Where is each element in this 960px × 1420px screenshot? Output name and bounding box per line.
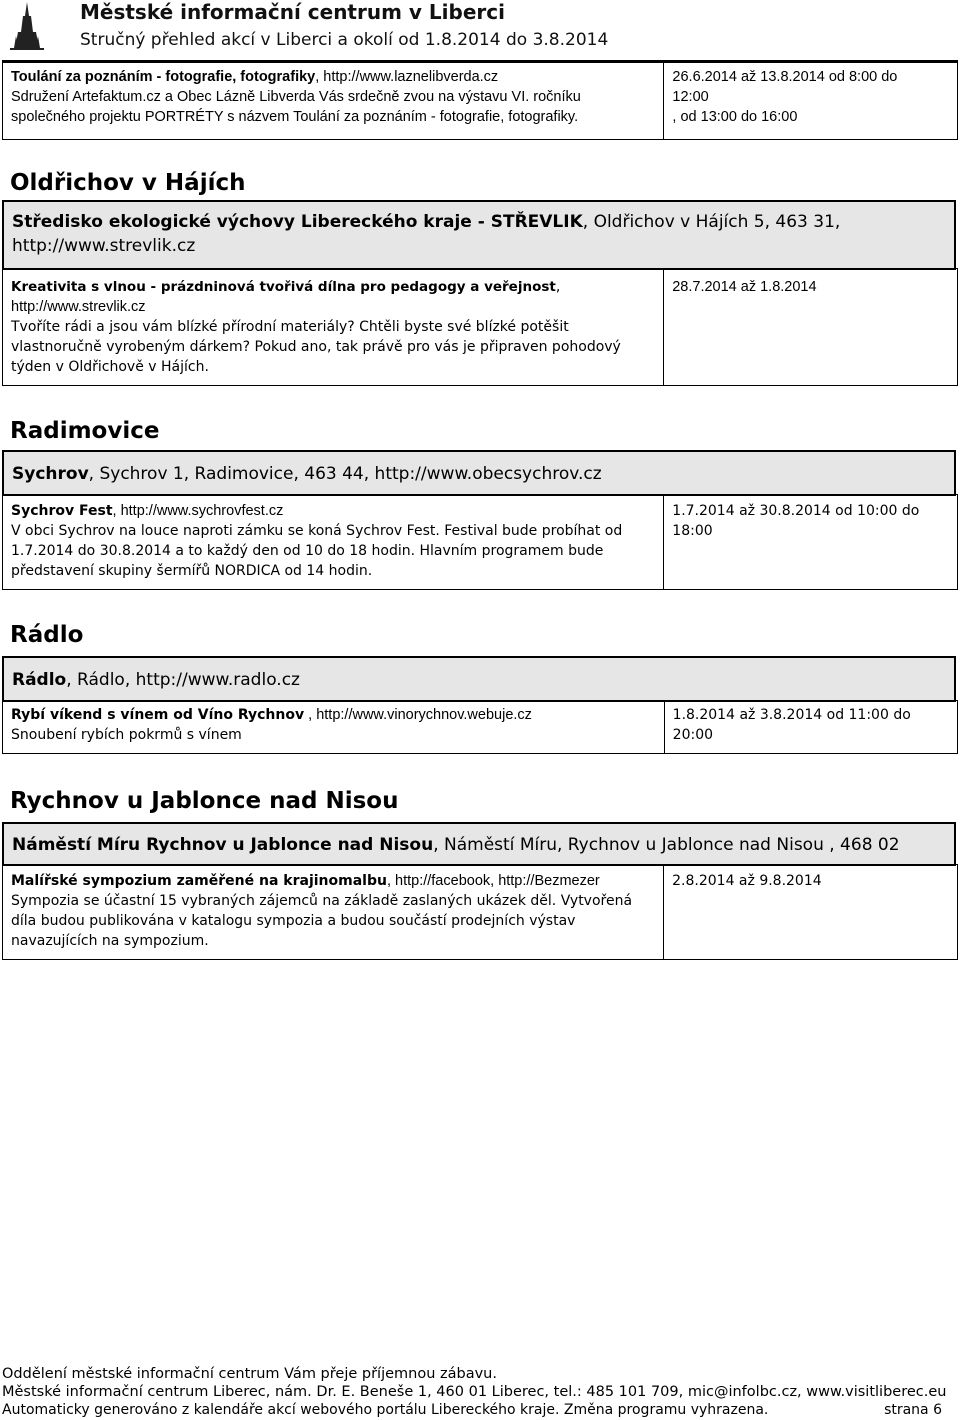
footer-greeting: Oddělení městské informační centrum Vám přeje příjemnou zábavu. [2,1366,497,1382]
event-description-cell [3,63,664,140]
event-description-line: navazujících na sympozium. [11,933,209,949]
event-description-line: týden v Oldřichově v Hájích. [11,359,209,375]
venue-name: Sychrov [12,464,89,484]
venue-name: Rádlo [12,670,67,690]
event-title: Malířské sympozium zaměřené na krajinomalbu [11,873,387,889]
event-row [3,865,958,960]
event-table [2,494,958,590]
event-description-line: Sympozia se účastní 15 vybraných zájemců na základě zaslaných ukázek děl. Vytvořená [11,893,633,909]
venue-address: , Rádlo, http://www.radlo.cz [66,670,300,690]
event-description-line: Tvoříte rádi a jsou vám blízké přírodní materiály? Chtěli byste své blízké potěšit [11,319,569,335]
event-url[interactable]: , http://www.laznelibverda.cz [315,69,499,85]
locality-heading: Oldřichov v Hájích [10,170,246,196]
event-table [2,268,958,386]
footer-contact: Městské informační centrum Liberec, nám. Dr. E. Beneše 1, 460 01 Liberec, tel.: 485 101 709, mic@infolbc.cz, www.visitliberec.eu [2,1384,947,1400]
page-number: strana 6 [884,1402,942,1418]
locality-heading: Rádlo [10,622,84,648]
venue-box [2,822,956,866]
event-row [3,63,958,140]
event-row [3,495,958,590]
event-row [3,701,958,754]
venue-url[interactable]: http://www.strevlik.cz [12,236,196,256]
event-description-line: V obci Sychrov na louce naproti zámku se koná Sychrov Fest. Festival bude probíhat od [11,523,623,539]
footer-disclaimer: Automaticky generováno z kalendáře akcí webového portálu Libereckého kraje. Změna programu vyhrazena. [2,1402,769,1418]
event-date-line: , od 13:00 do 16:00 [672,109,798,125]
event-date-line: 1.8.2014 až 3.8.2014 od 11:00 do [672,707,911,723]
locality-heading: Rychnov u Jablonce nad Nisou [10,788,399,814]
event-date-line: 28.7.2014 až 1.8.2014 [672,279,817,295]
event-description-line: představení skupiny šermířů NORDICA od 14 hodin. [11,563,373,579]
event-description-line: 1.7.2014 do 30.8.2014 a to každý den od 10 do 18 hodin. Hlavním programem bude [11,543,604,559]
event-date-cell [664,495,958,590]
event-description-cell [3,701,665,754]
event-description-line: Sdružení Artefaktum.cz a Obec Lázně Libverda Vás srdečně zvou na výstavu VI. ročníku [11,89,581,105]
event-title: Toulání za poznáním - fotografie, fotografiky [11,69,316,85]
event-date-line: 2.8.2014 až 9.8.2014 [672,873,822,889]
venue-box [2,200,956,270]
header-subtitle: Stručný přehled akcí v Liberci a okolí od 1.8.2014 do 3.8.2014 [80,30,609,50]
venue-address: , Náměstí Míru, Rychnov u Jablonce nad Nisou , 468 02 [433,835,900,855]
venue-box [2,656,956,702]
event-description-line: vlastnoručně vyrobeným dárkem? Pokud ano, tak právě pro vás je připraven pohodový [11,339,621,355]
event-description-cell [3,865,664,960]
event-url[interactable]: , http://www.vinorychnov.webuje.cz [304,707,532,723]
event-row [3,269,958,386]
liberec-town-hall-icon [6,2,48,50]
event-date-line: 1.7.2014 až 30.8.2014 od 10:00 do [672,503,920,519]
venue-address: , Sychrov 1, Radimovice, 463 44, http://www.obecsychrov.cz [88,464,602,484]
event-date-cell [664,63,958,140]
event-url[interactable]: http://www.strevlik.cz [11,299,146,315]
event-date-cell [664,701,957,754]
venue-name: Náměstí Míru Rychnov u Jablonce nad Nisou [12,835,434,855]
event-title-separator: , [555,279,561,295]
event-url[interactable]: , http://facebook, http://Bezmezer [386,873,600,889]
event-title: Rybí víkend s vínem od Víno Rychnov [11,707,305,723]
event-description-line: díla budou publikována v katalogu sympozia a budou součástí prodejních výstav [11,913,576,929]
event-table [2,864,958,960]
event-date-cell [664,269,958,386]
event-date-cell [664,865,958,960]
venue-box [2,450,956,496]
event-title: Kreativita s vlnou - prázdninová tvořivá dílna pro pedagogy a veřejnost [11,279,556,295]
event-date-line: 12:00 [672,89,709,105]
event-description-line: Snoubení rybích pokrmů s vínem [11,727,242,743]
event-table [2,62,958,140]
event-table [2,700,958,754]
venue-name: Středisko ekologické výchovy Libereckého kraje - STŘEVLIK [12,212,583,232]
event-title: Sychrov Fest [11,503,113,519]
header-title: Městské informační centrum v Liberci [80,0,505,24]
event-description-cell [3,495,664,590]
venue-address: , Oldřichov v Hájích 5, 463 31, [582,212,841,232]
event-description-cell [3,269,664,386]
event-date-line: 18:00 [672,523,713,539]
event-url[interactable]: , http://www.sychrovfest.cz [112,503,284,519]
locality-heading: Radimovice [10,418,160,444]
event-date-line: 20:00 [672,727,714,743]
event-description-line: společného projektu PORTRÉTY s názvem Toulání za poznáním - fotografie, fotografiky. [11,109,579,125]
event-date-line: 26.6.2014 až 13.8.2014 od 8:00 do [672,69,898,85]
